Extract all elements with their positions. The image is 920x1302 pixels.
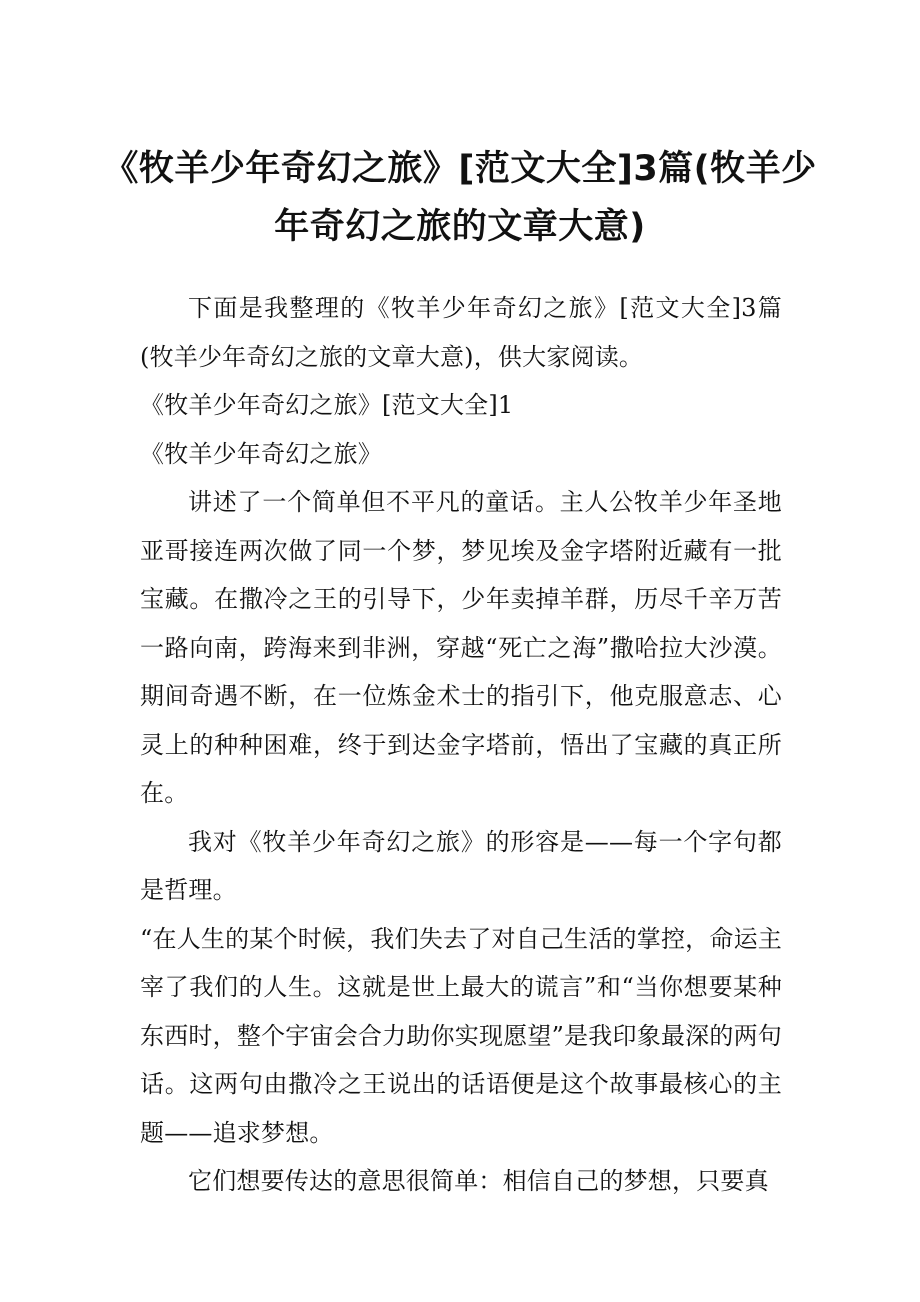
section-heading: 《牧羊少年奇幻之旅》[范文大全]1	[140, 391, 514, 419]
opinion-paragraph: 我对《牧羊少年奇幻之旅》的形容是——每一个字句都是哲理。	[140, 827, 782, 904]
summary-paragraph: 讲述了一个简单但不平凡的童话。主人公牧羊少年圣地亚哥接连两次做了同一个梦，梦见埃及金字塔附近藏有一批宝藏。在撒冷之王的引导下，少年卖掉羊群，历尽千辛万苦一路向南，跨海来到非洲，穿越“死亡之海”撒哈拉大沙漠。期间奇遇不断，在一位炼金术士的指引下，他克服意志、心灵上的种种困难，终于到达金字塔前，悟出了宝藏的真正所在。	[140, 488, 782, 807]
book-title-line: 《牧羊少年奇幻之旅》	[140, 439, 382, 468]
document-title: 《牧羊少年奇幻之旅》[范文大全]3篇(牧羊少年奇幻之旅的文章大意)	[103, 149, 817, 247]
intro-paragraph: 下面是我整理的《牧羊少年奇幻之旅》[范文大全]3篇(牧羊少年奇幻之旅的文章大意)，供大家阅读。	[140, 294, 782, 371]
quote-paragraph: “在人生的某个时候，我们失去了对自己生活的掌控，命运主宰了我们的人生。这就是世上最大的谎言”和“当你想要某种东西时，整个宇宙会合力助你实现愿望”是我印象最深的两句话。这两句由撒冷之王说出的话语便是这个故事最核心的主题——追求梦想。	[140, 924, 782, 1147]
closing-paragraph: 它们想要传达的意思很简单：相信自己的梦想，只要真	[188, 1167, 769, 1195]
document-body	[140, 284, 782, 1206]
